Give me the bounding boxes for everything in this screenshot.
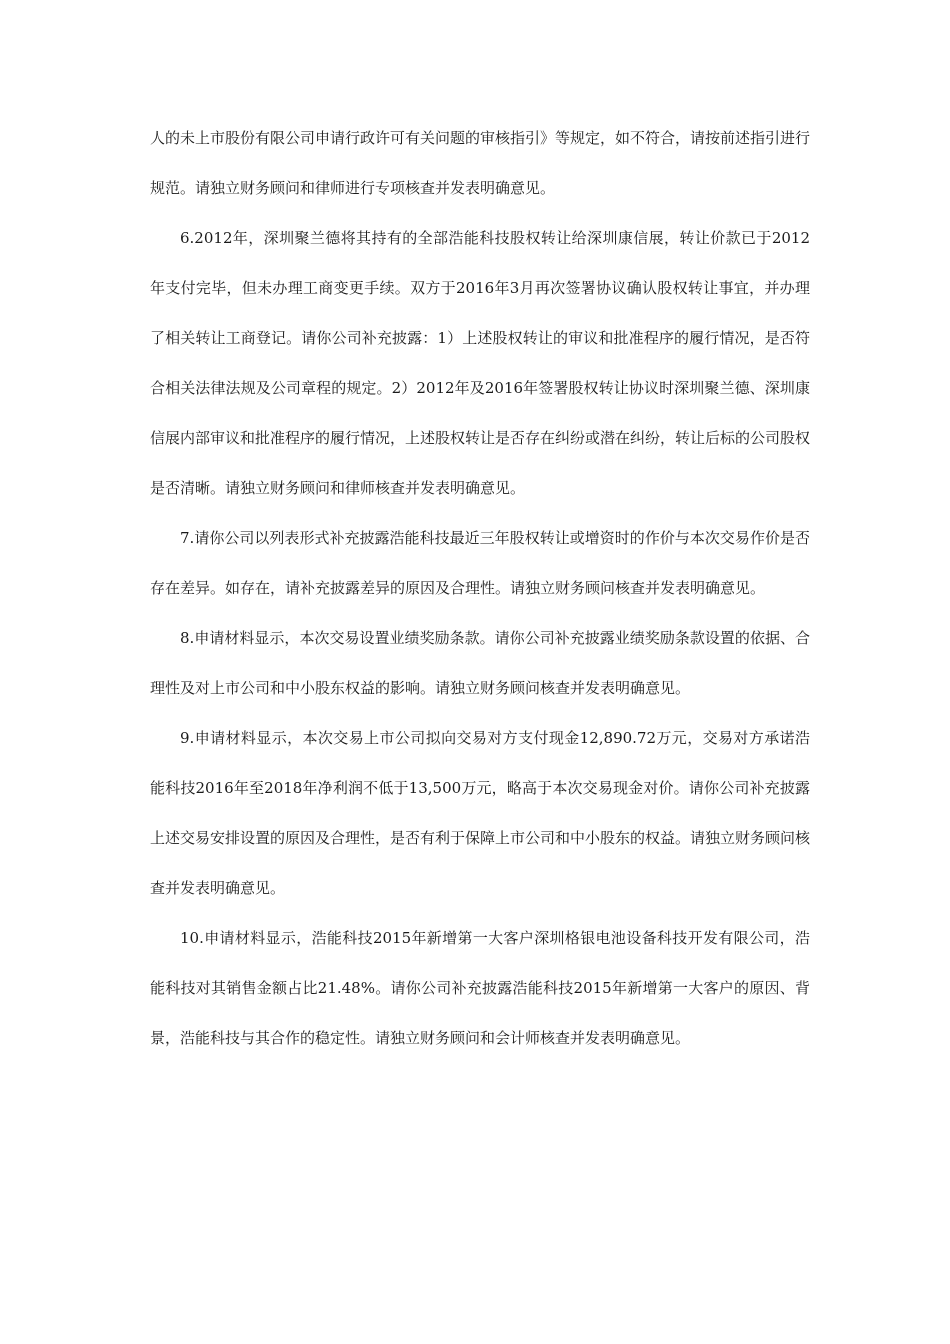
paragraph-item-8: 8.申请材料显示，本次交易设置业绩奖励条款。请你公司补充披露业绩奖励条款设置的依据、合理性及对上市公司和中小股东权益的影响。请独立财务顾问核查并发表明确意见。 (150, 629, 810, 697)
paragraph-item-6: 6.2012年，深圳聚兰德将其持有的全部浩能科技股权转让给深圳康信展，转让价款已于2012年支付完毕，但未办理工商变更手续。双方于2016年3月再次签署协议确认股权转让事宜，并办理了相关转让工商登记。请你公司补充披露：1）上述股权转让的审议和批准程序的履行情况，是否符合相关法律法规及公司章程的规定。2）2012年及2016年签署股权转让协议时深圳聚兰德、深圳康信展内部审议和批准程序的履行情况，上述股权转让是否存在纠纷或潜在纠纷，转让后标的公司股权是否清晰。请独立财务顾问和律师核查并发表明确意见。 (150, 229, 811, 497)
paragraph-item-9: 9.申请材料显示，本次交易上市公司拟向交易对方支付现金12,890.72万元，交易对方承诺浩能科技2016年至2018年净利润不低于13,500万元，略高于本次交易现金对价。请你公司补充披露上述交易安排设置的原因及合理性，是否有利于保障上市公司和中小股东的权益。请独立财务顾问核查并发表明确意见。 (150, 729, 811, 897)
paragraph-item-10: 10.申请材料显示，浩能科技2015年新增第一大客户深圳格银电池设备科技开发有限公司，浩能科技对其销售金额占比21.48%。请你公司补充披露浩能科技2015年新增第一大客户的原因、背景，浩能科技与其合作的稳定性。请独立财务顾问和会计师核查并发表明确意见。 (150, 929, 810, 1047)
paragraph-item-7: 7.请你公司以列表形式补充披露浩能科技最近三年股权转让或增资时的作价与本次交易作价是否存在差异。如存在，请补充披露差异的原因及合理性。请独立财务顾问核查并发表明确意见。 (150, 529, 810, 597)
paragraph-continuation: 人的未上市股份有限公司申请行政许可有关问题的审核指引》等规定，如不符合，请按前述指引进行规范。请独立财务顾问和律师进行专项核查并发表明确意见。 (150, 129, 811, 197)
document-body (150, 113, 810, 1063)
